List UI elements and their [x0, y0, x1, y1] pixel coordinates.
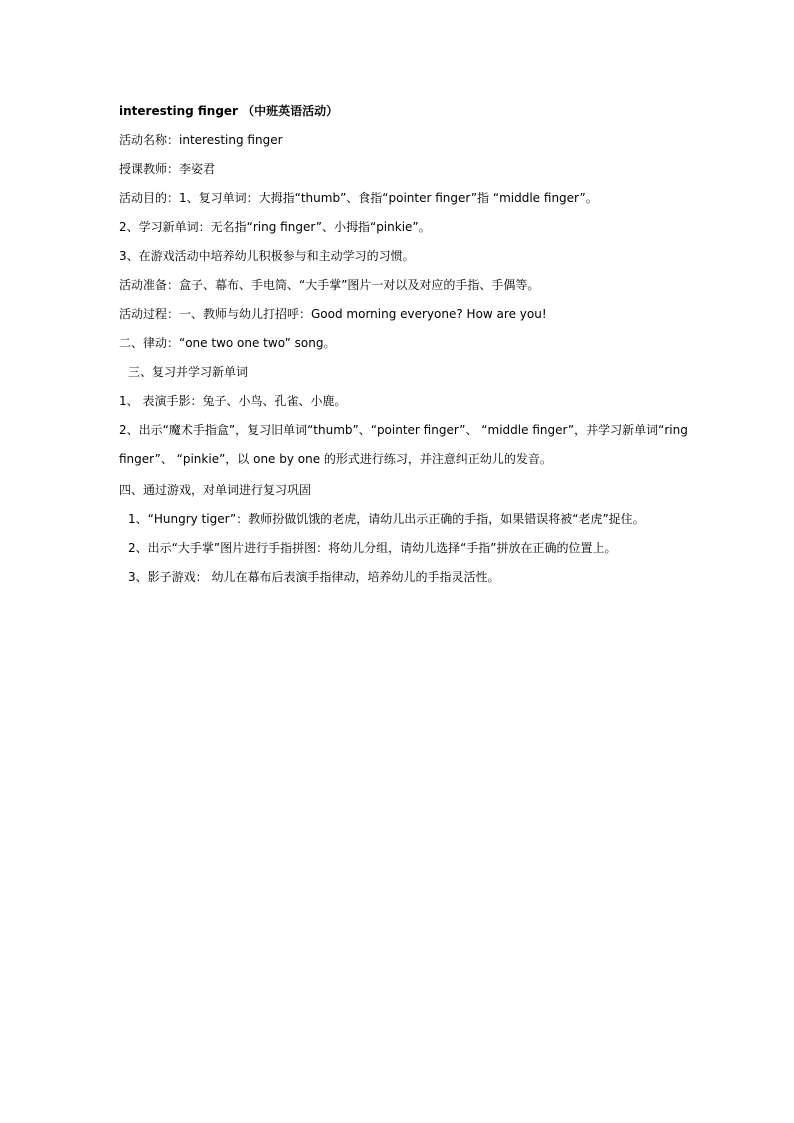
process-line-4: 四、通过游戏，对单词进行复习巩固	[119, 483, 312, 497]
teacher-line: 授课教师：李姿君	[119, 162, 216, 176]
document-title: interesting finger （中班英语活动）	[119, 104, 339, 118]
goal-line-2: 2、学习新单词：无名指“ring finger”、小拇指“pinkie”。	[119, 220, 431, 234]
review-item-1: 1、 表演手影：兔子、小鸟、孔雀、小鹿。	[119, 394, 347, 408]
process-line-1: 活动过程：一、教师与幼儿打招呼：Good morning everyone? How are you!	[119, 307, 547, 321]
game-item-3: 3、影子游戏： 幼儿在幕布后表演手指律动，培养幼儿的手指灵活性。	[128, 570, 500, 584]
game-item-2: 2、出示“大手掌”图片进行手指拼图：将幼儿分组，请幼儿选择“手指”拼放在正确的位置上。	[128, 541, 617, 555]
review-item-2: 2、出示“魔术手指盒”，复习旧单词“thumb”、“pointer finger”、 “middle finger”，并学习新单词“ring	[119, 423, 688, 437]
review-item-2-cont: finger”、 “pinkie”，以 one by one 的形式进行练习，并注意纠正幼儿的发音。	[119, 452, 552, 466]
process-line-3: 三、复习并学习新单词	[128, 365, 249, 379]
goal-line-3: 3、在游戏活动中培养幼儿积极参与和主动学习的习惯。	[119, 249, 415, 263]
preparation-line: 活动准备：盒子、幕布、手电筒、“大手掌”图片一对以及对应的手指、手偶等。	[119, 278, 540, 292]
goal-line-1: 活动目的：1、复习单词：大拇指“thumb”、食指“pointer finger”指 “middle finger”。	[119, 191, 598, 205]
activity-name-line: 活动名称：interesting finger	[119, 133, 283, 147]
game-item-1: 1、“Hungry tiger”：教师扮做饥饿的老虎，请幼儿出示正确的手指，如果错误将被“老虎”捉住。	[128, 512, 645, 526]
process-line-2: 二、律动：“one two one two” song。	[119, 336, 336, 350]
